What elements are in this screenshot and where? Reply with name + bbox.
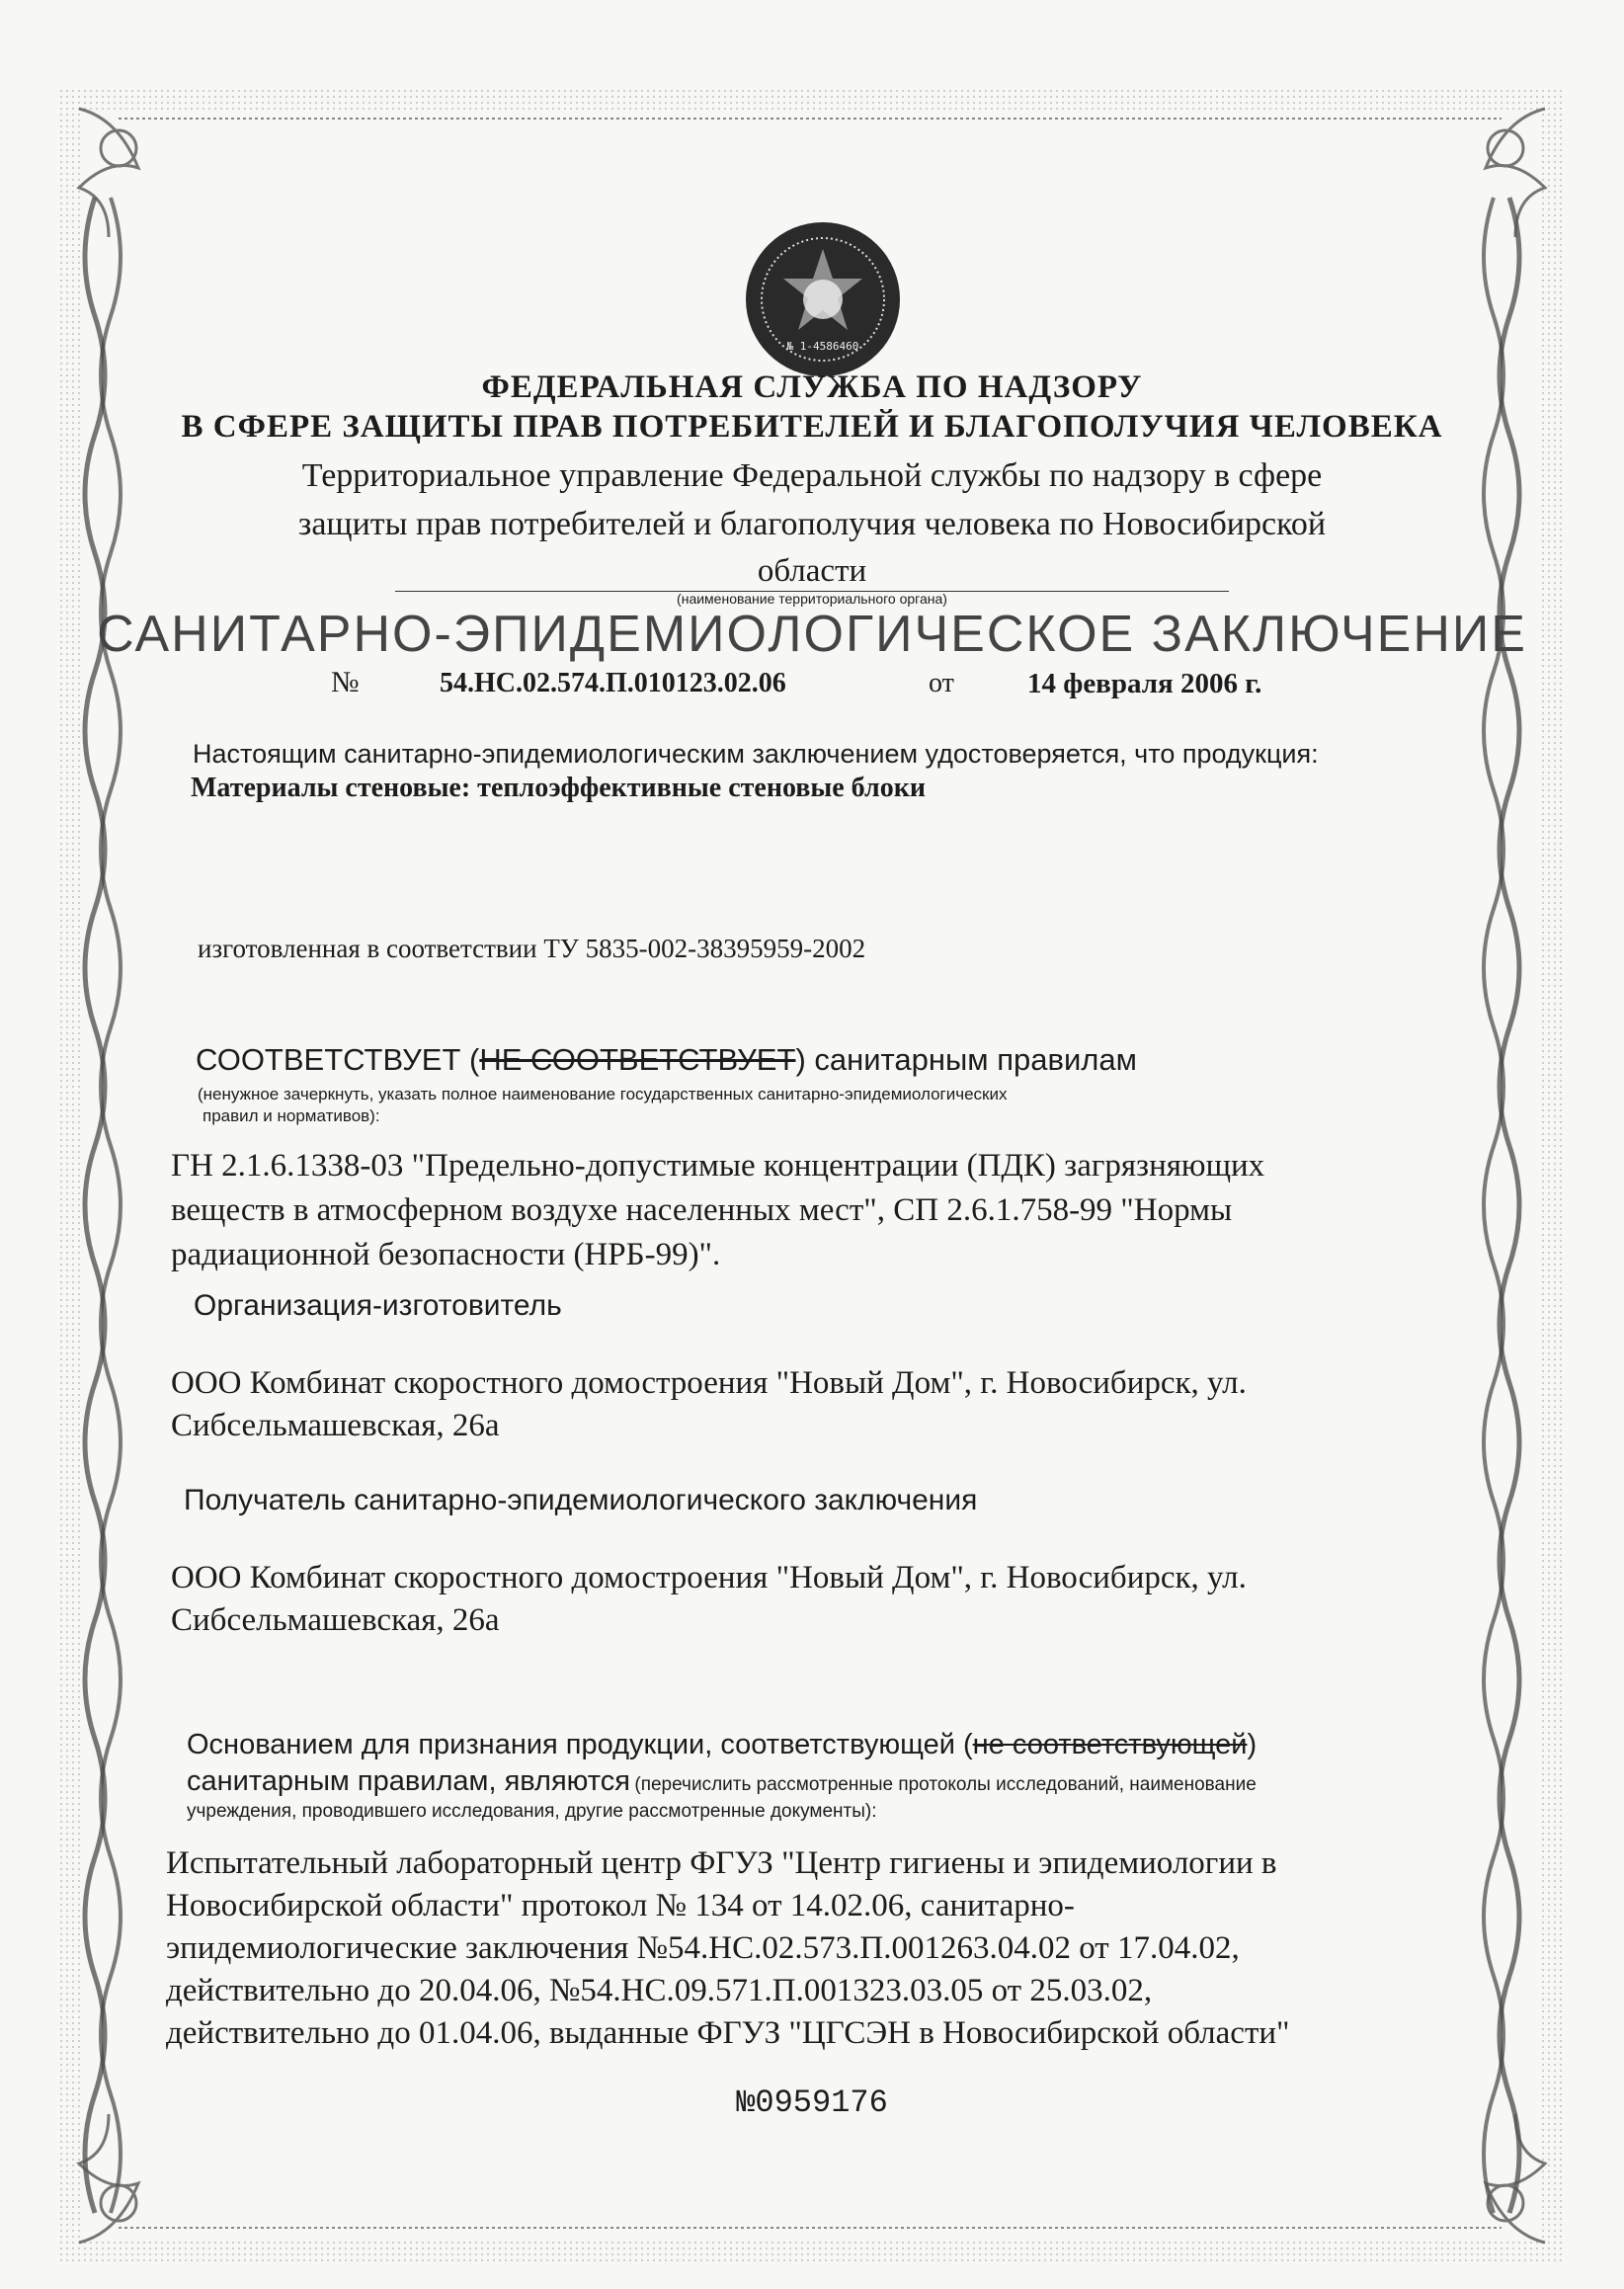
compliance-note-line2: правил и нормативов): bbox=[203, 1106, 380, 1125]
document-title: САНИТАРНО-ЭПИДЕМИОЛОГИЧЕСКОЕ ЗАКЛЮЧЕНИЕ bbox=[97, 606, 1527, 663]
basis-text-line3: эпидемиологические заключения №54.НС.02.573.П.001263.04.02 от 17.04.02, bbox=[166, 1930, 1240, 1966]
basis-text-line4: действительно до 20.04.06, №54.НС.09.571.П.001323.03.05 от 25.03.02, bbox=[166, 1973, 1153, 2008]
authority-line2: защиты прав потребителей и благополучия человека по Новосибирской bbox=[297, 506, 1327, 542]
compliance-line: СООТВЕТСТВУЕТ (НЕ СООТВЕТСТВУЕТ) санитарным правилам bbox=[196, 1042, 1137, 1077]
authority-caption: (наименование территориального органа) bbox=[677, 591, 947, 607]
authority-line3: области bbox=[757, 553, 867, 589]
emblem-number: № 1-4586460 bbox=[786, 340, 859, 353]
agency-title-line1: ФЕДЕРАЛЬНАЯ СЛУЖБА ПО НАДЗОРУ bbox=[481, 369, 1143, 405]
basis-note-line2: учреждения, проводившего исследования, другие рассмотренные документы): bbox=[187, 1801, 877, 1822]
recipient-line1: ООО Комбинат скоростного домостроения "Новый Дом", г. Новосибирск, ул. bbox=[171, 1560, 1247, 1595]
basis-text-line2: Новосибирской области" протокол № 134 от 14.02.06, санитарно- bbox=[166, 1888, 1075, 1923]
agency-title-line2: В СФЕРЕ ЗАЩИТЫ ПРАВ ПОТРЕБИТЕЛЕЙ И БЛАГОПОЛУЧИЯ ЧЕЛОВЕКА bbox=[181, 409, 1443, 445]
basis-struck-option: не соответствующей bbox=[972, 1729, 1248, 1760]
basis-intro: Основанием для признания продукции, соответствующей bbox=[187, 1729, 955, 1760]
rules-line2: веществ в атмосферном воздухе населенных мест", СП 2.6.1.758-99 "Нормы bbox=[171, 1192, 1233, 1228]
basis-note-line1: (перечислить рассмотренные протоколы исследований, наименование bbox=[634, 1774, 1257, 1795]
manufacturer-line2: Сибсельмашевская, 26а bbox=[171, 1408, 500, 1443]
date-label: от bbox=[929, 668, 954, 698]
manufacturer-line1: ООО Комбинат скоростного домостроения "Новый Дом", г. Новосибирск, ул. bbox=[171, 1365, 1247, 1401]
basis-suffix: санитарным правилам, являются bbox=[187, 1765, 630, 1797]
recipient-line2: Сибсельмашевская, 26а bbox=[171, 1602, 500, 1638]
conclusion-date: 14 февраля 2006 г. bbox=[1027, 668, 1262, 699]
product-name: Материалы стеновые: теплоэффективные стеновые блоки bbox=[191, 773, 926, 803]
basis-line2 bbox=[187, 1765, 1257, 1798]
product-specification: изготовленная в соответствии ТУ 5835-002-38395959-2002 bbox=[198, 934, 866, 963]
form-serial-number: №0959176 bbox=[736, 2085, 888, 2121]
rules-line3: радиационной безопасности (НРБ-99)". bbox=[171, 1237, 721, 1272]
basis-line1: Основанием для признания продукции, соответствующей (не соответствующей) bbox=[187, 1729, 1258, 1760]
compliance-struck-option: НЕ СООТВЕТСТВУЕТ bbox=[479, 1042, 796, 1077]
compliance-suffix: санитарным правилам bbox=[814, 1042, 1137, 1077]
compliance-note-line1: (ненужное зачеркнуть, указать полное наименование государственных санитарно-эпидемиологических bbox=[198, 1085, 1008, 1104]
basis-text-line1: Испытательный лабораторный центр ФГУЗ "Центр гигиены и эпидемиологии в bbox=[166, 1845, 1277, 1881]
rules-line1: ГН 2.1.6.1338-03 "Предельно-допустимые концентрации (ПДК) загрязняющих bbox=[171, 1148, 1265, 1184]
authority-line1: Территориальное управление Федеральной службы по надзору в сфере bbox=[301, 457, 1323, 494]
number-label: № bbox=[331, 666, 360, 698]
rospotrebnadzor-emblem-icon bbox=[743, 219, 903, 379]
conclusion-number: 54.НС.02.574.П.010123.02.06 bbox=[440, 668, 786, 698]
product-intro: Настоящим санитарно-эпидемиологическим заключением удостоверяется, что продукция: bbox=[193, 739, 1319, 769]
compliance-status: СООТВЕТСТВУЕТ bbox=[196, 1042, 461, 1077]
recipient-label: Получатель санитарно-эпидемиологического заключения bbox=[184, 1484, 978, 1516]
manufacturer-label: Организация-изготовитель bbox=[194, 1289, 562, 1322]
basis-text-line5: действительно до 01.04.06, выданные ФГУЗ "ЦГСЭН в Новосибирской области" bbox=[166, 2015, 1290, 2051]
